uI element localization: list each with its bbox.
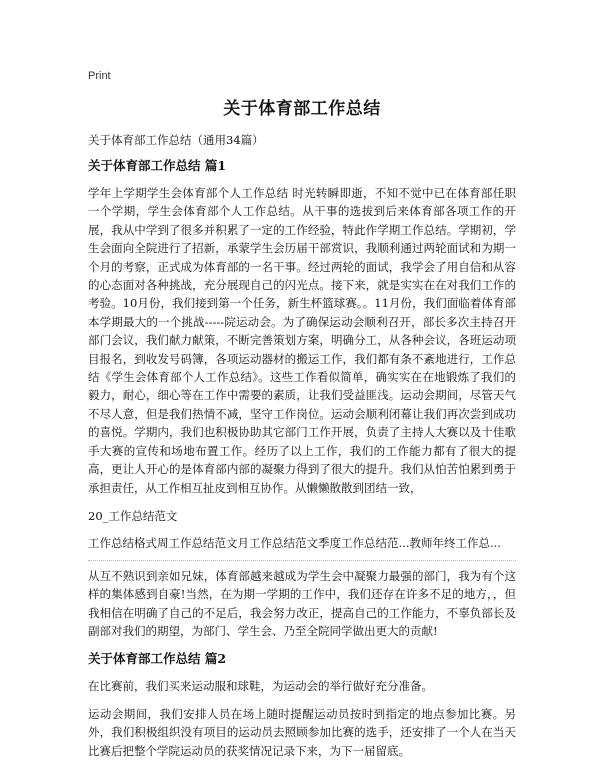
section-heading-1: 关于体育部工作总结 篇1 <box>88 158 227 173</box>
section-heading-2: 关于体育部工作总结 篇2 <box>88 650 227 666</box>
document-title: 关于体育部工作总结 <box>223 99 381 119</box>
section-2-paragraph-1: 在比赛前，我们买来运动服和球鞋，为运动会的举行做好充分准备。 <box>88 678 433 693</box>
related-snippet[interactable]: 工作总结格式周工作总结范文月工作总结范文季度工作总结范...教师年终工作总... <box>88 535 501 550</box>
section-1-tail: 从互不熟识到亲如兄妹，体育部越来越成为学生会中凝聚力最强的部门，我为有个这样的集体感到自豪!当然，在为期一学期的工作中，我们还存在许多不足的地方，，但我相信在明确了自己的不足后，我会努力改正，提高自己的工作能力，不辜负部长及副部对我们的期望，为部门、学生会、乃至全院同学做出更大的贡献! <box>88 568 516 639</box>
document-subtitle: 关于体育部工作总结（通用34篇） <box>88 133 264 147</box>
related-link[interactable]: 20_工作总结范文 <box>88 508 178 523</box>
print-label[interactable]: Print <box>88 70 111 82</box>
section-2-paragraph-2: 运动会期间，我们安排人员在场上随时提醒运动员按时到指定的地点参加比赛。另外，我们积极组织没有项目的运动员去照顾参加比赛的选手，还安排了一个人在当天比赛后把整个学院运动员的获奖情况记录下来，为下一届留底。 <box>88 706 516 758</box>
snippet-divider <box>88 560 516 561</box>
section-1-body: 学年上学期学生会体育部个人工作总结 时光转瞬即逝，不知不觉中已在体育部任职一个学期，学生会体育部个人工作总结。从干事的选拔到后来体育部各项工作的开展，我从中学到了很多并积累了一定的工作经验，特此作学期工作总结。学期初，学生会面向全院进行了招新，承蒙学生会历届干部赏识，我顺利通过两轮面试和为期一个月的考察，正式成为体育部的一名干事。经过两轮的面试，我学会了用自信和从容的心态面对各种挑战，充分展现自己的闪光点。接下来，就是实实在在对我们工作的考验。10月份，我们接到第一个任务，新生杯篮球赛。。11月份，我们面临着体育部本学期最大的一个挑战-----院运动会。为了确保运动会顺利召开，部长多次主持召开部门会议，我们献力献策，不断完善策划方案，明确分工，从各种会议，各班运动项目报名，到收发号码簿，各项运动器材的搬运工作，我们都有条不紊地进行，工作总结《学生会体育部个人工作总结》。这些工作看似简单，确实实在在地锻炼了我们的毅力，耐心，细心等在工作中需要的素质，让我们受益匪浅。运动会期间，尽管天气不尽人意，但是我们热情不减，坚守工作岗位。运动会顺利闭幕让我们再次尝到成功的喜悦。学期内，我们也积极协助其它部门工作开展，负责了主持人大赛以及十佳歌手大赛的宣传和场地布置工作。经历了以上工作，我们的工作能力都有了很大的提高，更让人开心的是体育部内部的凝聚力得到了很大的提升。我们从怕苦怕累到勇于承担责任，从工作相互扯皮到相互协作。从懒懒散散到团结一致， <box>88 186 516 495</box>
